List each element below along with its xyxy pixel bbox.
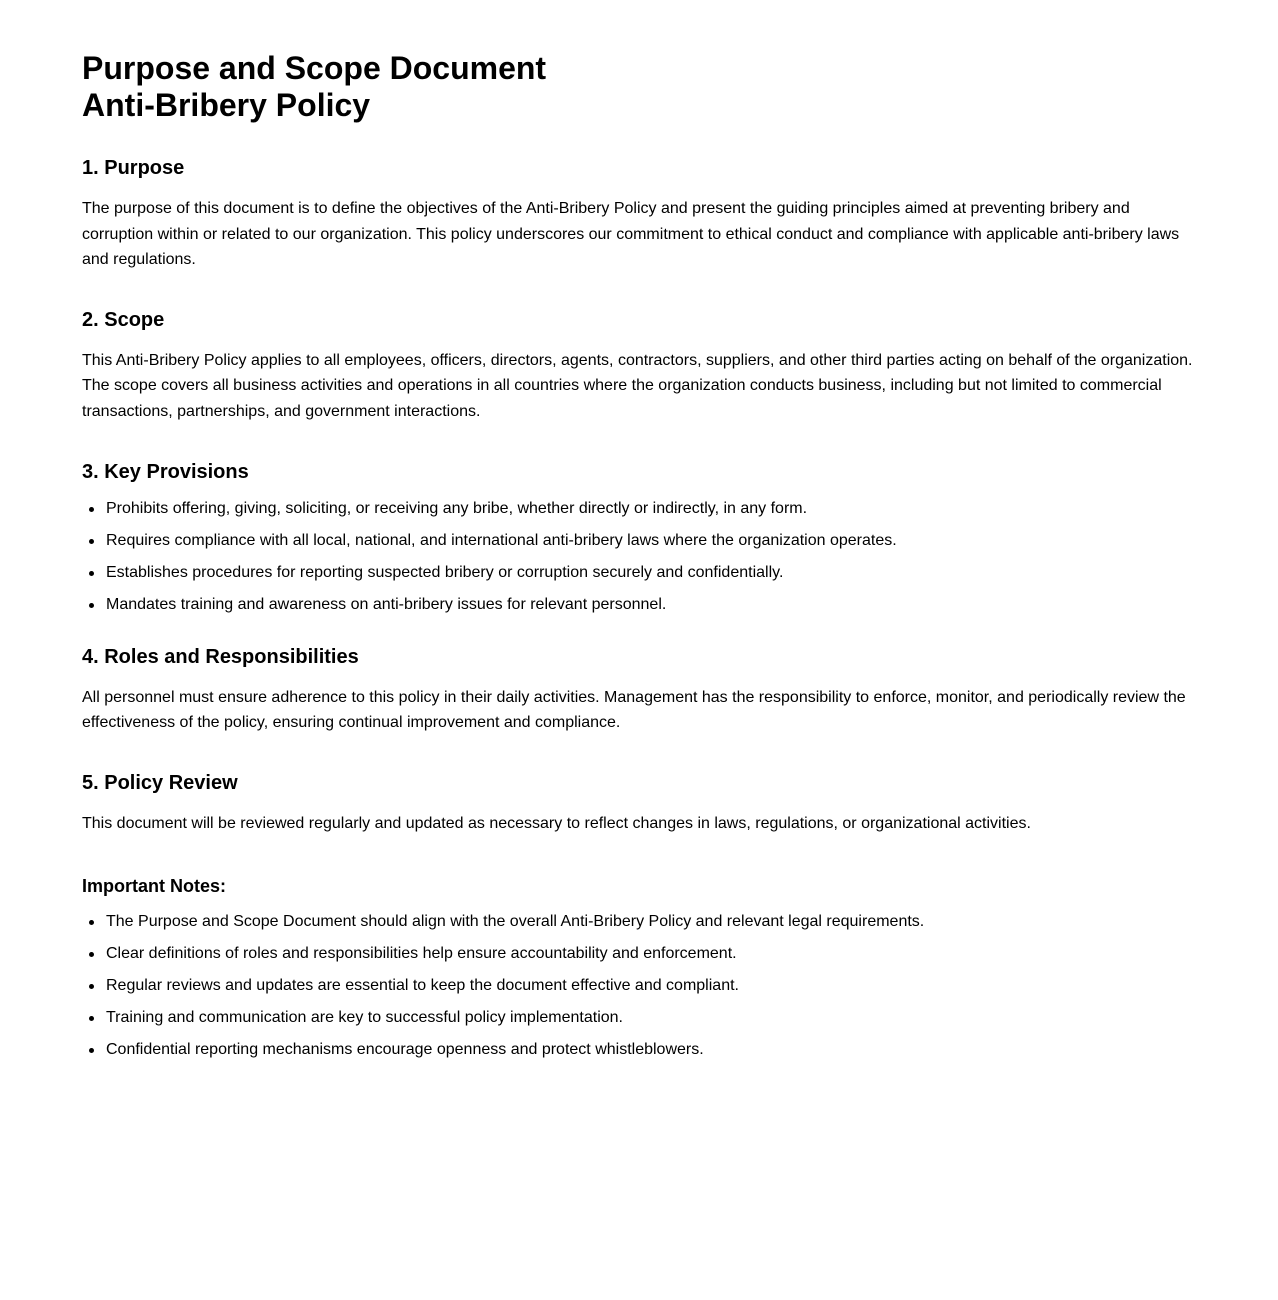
list-item-text: The Purpose and Scope Document should align with the overall Anti-Bribery Policy and relevant legal requirements. xyxy=(106,913,925,931)
section-roles-heading: 4. Roles and Responsibilities xyxy=(82,645,359,668)
section-key-provisions xyxy=(82,460,1196,616)
list-item-text: Mandates training and awareness on anti-bribery issues for relevant personnel. xyxy=(106,595,667,613)
list-item-text: Regular reviews and updates are essential to keep the document effective and compliant. xyxy=(106,977,739,995)
section-purpose-text: The purpose of this document is to define the objectives of the Anti-Bribery Policy and present the guiding principles aimed at preventing bribery and corruption within or related to our organization. This policy underscores our commitment to ethical conduct and compliance with applicable anti-bribery laws and regulations. xyxy=(82,200,1180,269)
key-provisions-list xyxy=(82,498,1196,616)
list-item xyxy=(106,594,1196,616)
important-notes-heading: Important Notes: xyxy=(82,876,226,897)
list-item-text: Confidential reporting mechanisms encourage openness and protect whistleblowers. xyxy=(106,1041,704,1059)
list-item-text: Establishes procedures for reporting suspected bribery or corruption securely and confidentially. xyxy=(106,563,784,581)
list-item xyxy=(106,943,1196,965)
section-scope-heading: 2. Scope xyxy=(82,308,165,331)
list-item-text: Training and communication are key to successful policy implementation. xyxy=(106,1009,623,1027)
important-notes-list xyxy=(82,911,1196,1061)
list-item xyxy=(106,975,1196,997)
section-policy-review xyxy=(82,771,1196,837)
section-scope-text: This Anti-Bribery Policy applies to all employees, officers, directors, agents, contractors, suppliers, and other third parties acting on behalf of the organization. The scope covers all business activities and operations in all countries where the organization conducts business, including but not limited to commercial transactions, partnerships, and government interactions. xyxy=(82,351,1193,420)
section-policy-review-text: This document will be reviewed regularly and updated as necessary to reflect changes in laws, regulations, or organizational activities. xyxy=(82,814,1031,832)
bullet-icon xyxy=(89,507,94,512)
document xyxy=(82,50,1196,1071)
section-purpose-heading: 1. Purpose xyxy=(82,157,185,179)
bullet-icon xyxy=(89,1016,94,1021)
list-item xyxy=(106,498,1196,520)
list-item xyxy=(106,1039,1196,1061)
section-roles xyxy=(82,645,1196,736)
bullet-icon xyxy=(89,571,94,576)
list-item xyxy=(106,562,1196,584)
section-roles-text: All personnel must ensure adherence to this policy in their daily activities. Management has the responsibility to enforce, monitor, and periodically review the effectiveness of the policy, ensuring continual improvement and compliance. xyxy=(82,688,1186,732)
bullet-icon xyxy=(89,603,94,608)
page-title xyxy=(82,50,1196,124)
list-item-text: Prohibits offering, giving, soliciting, or receiving any bribe, whether directly or indirectly, in any form. xyxy=(106,499,808,517)
title-line-2: Anti-Bribery Policy xyxy=(82,87,371,123)
section-key-provisions-heading: 3. Key Provisions xyxy=(82,460,249,483)
important-notes xyxy=(82,875,1196,1061)
list-item-text: Clear definitions of roles and responsibilities help ensure accountability and enforcement. xyxy=(106,945,737,963)
section-policy-review-heading: 5. Policy Review xyxy=(82,771,238,794)
bullet-icon xyxy=(89,920,94,925)
title-line-1: Purpose and Scope Document xyxy=(82,50,547,86)
section-purpose xyxy=(82,156,1196,273)
list-item xyxy=(106,911,1196,933)
list-item xyxy=(106,1007,1196,1029)
bullet-icon xyxy=(89,984,94,989)
list-item-text: Requires compliance with all local, national, and international anti-bribery laws where the organization operates. xyxy=(106,531,897,549)
section-scope xyxy=(82,308,1196,425)
bullet-icon xyxy=(89,1048,94,1053)
list-item xyxy=(106,530,1196,552)
bullet-icon xyxy=(89,539,94,544)
bullet-icon xyxy=(89,952,94,957)
